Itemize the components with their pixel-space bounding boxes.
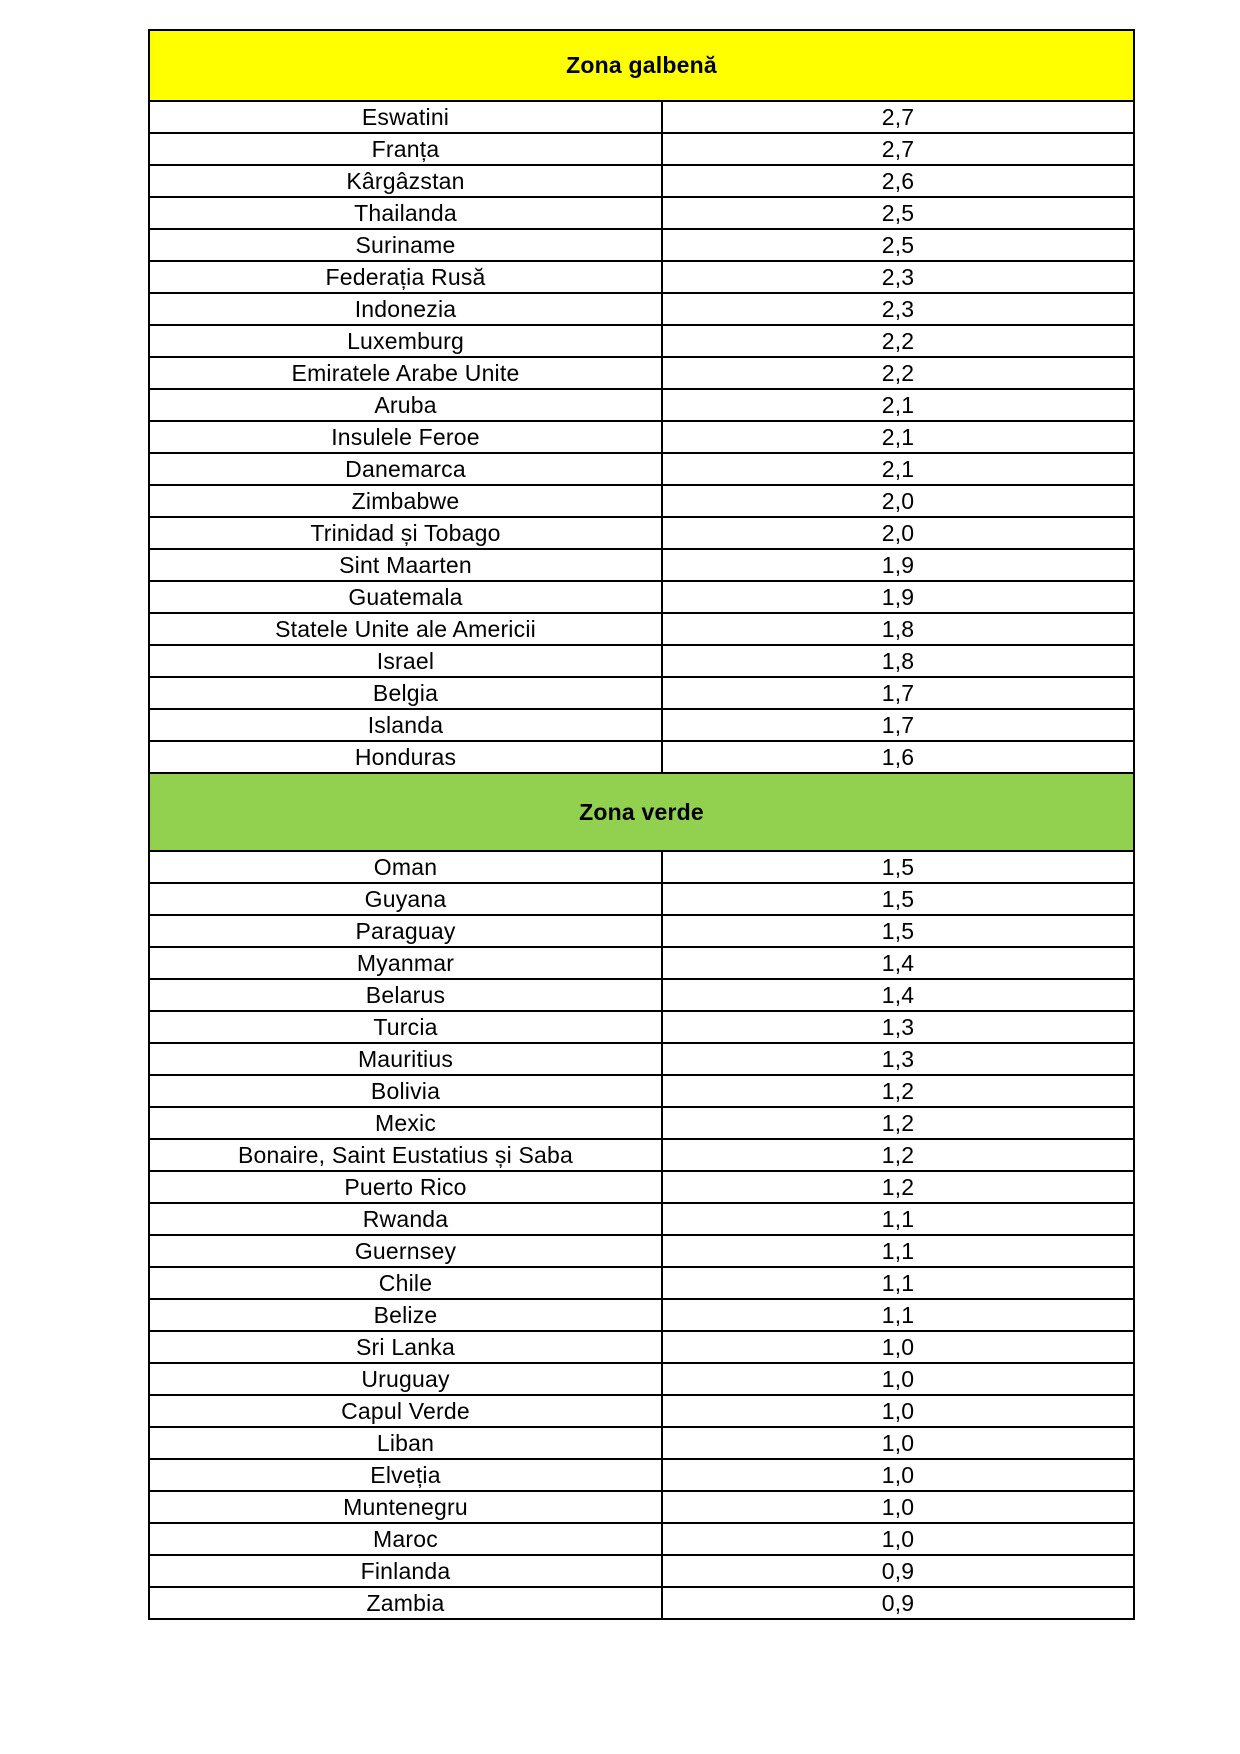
zone-title: Zona verde [149,773,1134,851]
table-row [149,1235,1134,1267]
table-row [149,1427,1134,1459]
table-row [149,1299,1134,1331]
value-cell: 1,1 [662,1235,1134,1267]
table-row [149,389,1134,421]
value-cell: 1,2 [662,1075,1134,1107]
zones-table-body [149,30,1134,1619]
country-cell: Liban [149,1427,662,1459]
table-row [149,517,1134,549]
table-row [149,1139,1134,1171]
country-cell: Honduras [149,741,662,773]
table-row [149,325,1134,357]
table-row [149,421,1134,453]
country-cell: Guyana [149,883,662,915]
value-cell: 1,5 [662,851,1134,883]
value-cell: 2,7 [662,133,1134,165]
country-cell: Aruba [149,389,662,421]
table-row [149,1587,1134,1619]
table-row [149,1491,1134,1523]
table-row [149,1203,1134,1235]
value-cell: 1,0 [662,1331,1134,1363]
value-cell: 2,2 [662,357,1134,389]
table-row [149,357,1134,389]
country-cell: Belgia [149,677,662,709]
table-row [149,677,1134,709]
value-cell: 1,8 [662,613,1134,645]
value-cell: 0,9 [662,1587,1134,1619]
value-cell: 1,3 [662,1043,1134,1075]
value-cell: 2,3 [662,261,1134,293]
table-row [149,915,1134,947]
country-cell: Indonezia [149,293,662,325]
table-row [149,197,1134,229]
country-cell: Belize [149,1299,662,1331]
table-row [149,1171,1134,1203]
country-cell: Myanmar [149,947,662,979]
country-cell: Zambia [149,1587,662,1619]
value-cell: 1,0 [662,1491,1134,1523]
country-cell: Insulele Feroe [149,421,662,453]
table-row [149,165,1134,197]
value-cell: 1,4 [662,947,1134,979]
value-cell: 2,6 [662,165,1134,197]
table-row [149,581,1134,613]
value-cell: 1,7 [662,677,1134,709]
country-cell: Bonaire, Saint Eustatius și Saba [149,1139,662,1171]
table-row [149,1011,1134,1043]
value-cell: 1,0 [662,1459,1134,1491]
country-cell: Franța [149,133,662,165]
country-cell: Mauritius [149,1043,662,1075]
country-cell: Trinidad și Tobago [149,517,662,549]
country-cell: Capul Verde [149,1395,662,1427]
value-cell: 2,0 [662,485,1134,517]
country-cell: Sri Lanka [149,1331,662,1363]
value-cell: 2,2 [662,325,1134,357]
country-cell: Oman [149,851,662,883]
table-row [149,485,1134,517]
table-row [149,1075,1134,1107]
country-cell: Sint Maarten [149,549,662,581]
value-cell: 1,5 [662,915,1134,947]
table-row [149,645,1134,677]
country-cell: Suriname [149,229,662,261]
table-row [149,979,1134,1011]
zone-title: Zona galbenă [149,30,1134,101]
country-cell: Uruguay [149,1363,662,1395]
value-cell: 1,0 [662,1523,1134,1555]
table-row [149,947,1134,979]
country-cell: Belarus [149,979,662,1011]
value-cell: 1,1 [662,1267,1134,1299]
country-cell: Paraguay [149,915,662,947]
value-cell: 1,3 [662,1011,1134,1043]
value-cell: 1,2 [662,1139,1134,1171]
value-cell: 0,9 [662,1555,1134,1587]
country-cell: Kârgâzstan [149,165,662,197]
value-cell: 1,0 [662,1363,1134,1395]
value-cell: 2,3 [662,293,1134,325]
zone-header-yellow [149,30,1134,101]
value-cell: 1,8 [662,645,1134,677]
value-cell: 1,9 [662,581,1134,613]
country-cell: Finlanda [149,1555,662,1587]
country-cell: Emiratele Arabe Unite [149,357,662,389]
country-cell: Bolivia [149,1075,662,1107]
value-cell: 2,5 [662,229,1134,261]
table-row [149,1459,1134,1491]
value-cell: 2,7 [662,101,1134,133]
value-cell: 1,5 [662,883,1134,915]
table-row [149,293,1134,325]
country-cell: Chile [149,1267,662,1299]
country-cell: Thailanda [149,197,662,229]
country-cell: Guernsey [149,1235,662,1267]
table-row [149,1331,1134,1363]
value-cell: 2,1 [662,421,1134,453]
value-cell: 1,2 [662,1171,1134,1203]
table-row [149,741,1134,773]
table-row [149,1043,1134,1075]
table-row [149,101,1134,133]
value-cell: 1,0 [662,1427,1134,1459]
value-cell: 1,6 [662,741,1134,773]
table-row [149,1107,1134,1139]
table-row [149,1363,1134,1395]
zones-table [148,29,1135,1620]
value-cell: 1,0 [662,1395,1134,1427]
table-row [149,453,1134,485]
country-cell: Mexic [149,1107,662,1139]
value-cell: 2,1 [662,453,1134,485]
country-cell: Elveția [149,1459,662,1491]
country-cell: Zimbabwe [149,485,662,517]
table-row [149,851,1134,883]
country-cell: Federația Rusă [149,261,662,293]
table-row [149,133,1134,165]
value-cell: 2,0 [662,517,1134,549]
value-cell: 2,5 [662,197,1134,229]
country-cell: Guatemala [149,581,662,613]
country-cell: Statele Unite ale Americii [149,613,662,645]
country-cell: Muntenegru [149,1491,662,1523]
table-row [149,709,1134,741]
country-cell: Israel [149,645,662,677]
table-row [149,549,1134,581]
country-cell: Puerto Rico [149,1171,662,1203]
value-cell: 1,4 [662,979,1134,1011]
value-cell: 1,2 [662,1107,1134,1139]
country-cell: Turcia [149,1011,662,1043]
value-cell: 1,7 [662,709,1134,741]
country-cell: Eswatini [149,101,662,133]
table-row [149,1267,1134,1299]
country-cell: Maroc [149,1523,662,1555]
table-row [149,1555,1134,1587]
value-cell: 1,1 [662,1299,1134,1331]
table-row [149,1523,1134,1555]
country-cell: Danemarca [149,453,662,485]
country-cell: Islanda [149,709,662,741]
value-cell: 1,9 [662,549,1134,581]
table-row [149,613,1134,645]
value-cell: 2,1 [662,389,1134,421]
table-row [149,261,1134,293]
country-cell: Luxemburg [149,325,662,357]
value-cell: 1,1 [662,1203,1134,1235]
zone-header-green [149,773,1134,851]
table-row [149,1395,1134,1427]
country-cell: Rwanda [149,1203,662,1235]
table-row [149,229,1134,261]
table-row [149,883,1134,915]
